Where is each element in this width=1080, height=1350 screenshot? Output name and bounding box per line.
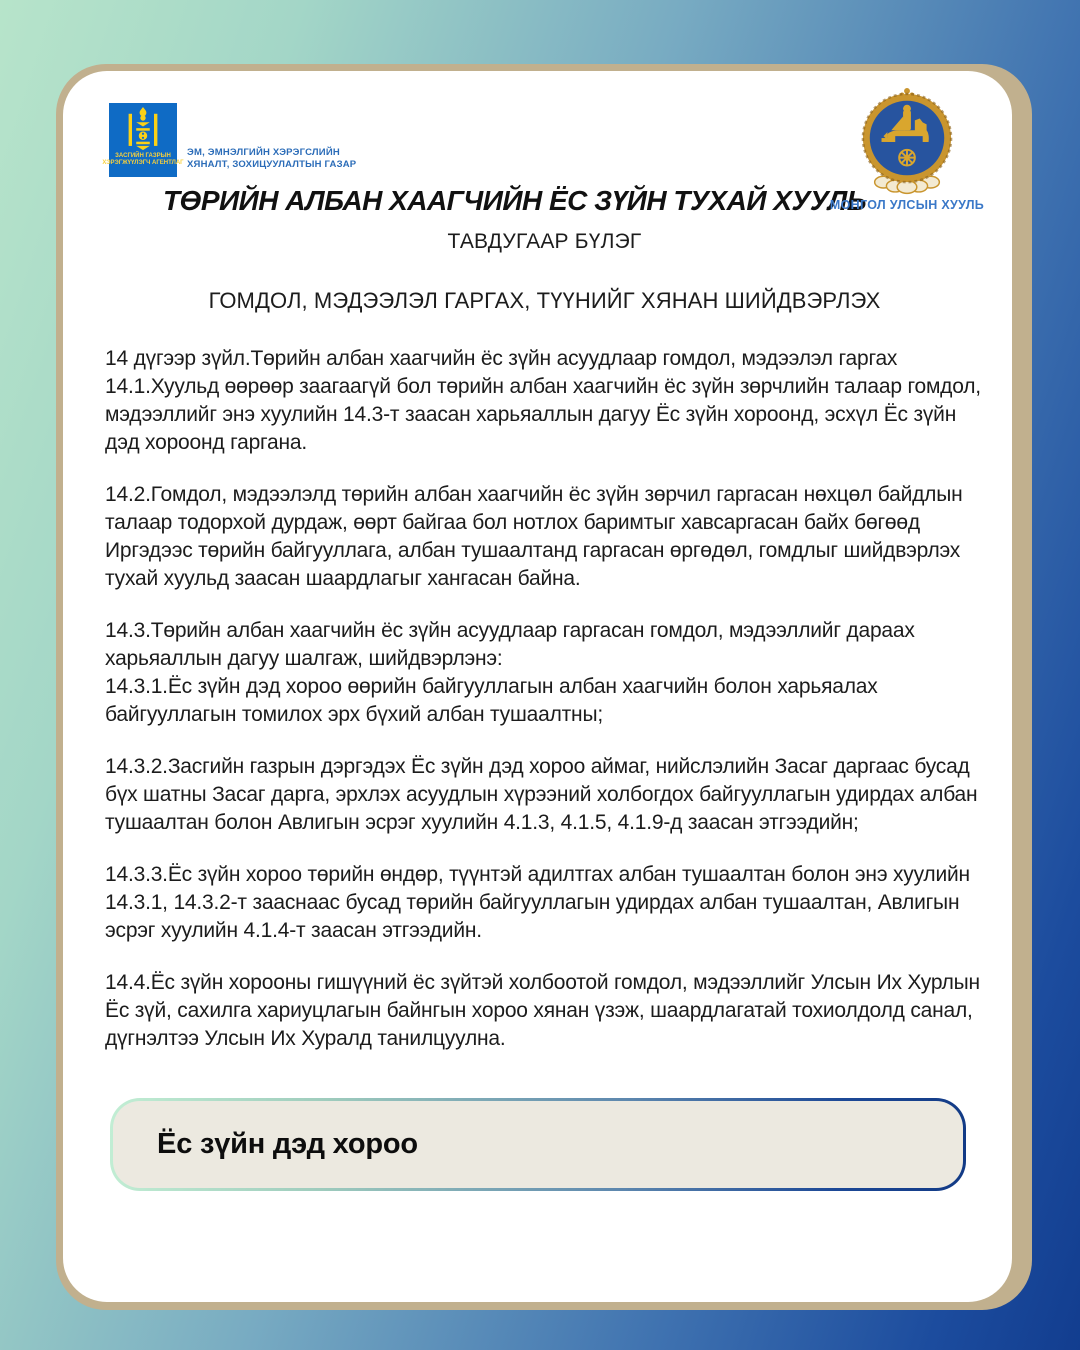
law-paragraph: 14 дүгээр зүйл.Төрийн албан хаагчийн ёс зүйн асуудлаар гомдол, мэдээлэл гаргах [105,347,898,370]
law-paragraph: 14.4.Ёс зүйн хорооны гишүүний ёс зүйтэй холбоотой гомдол, мэдээллийг Улсын Их Хурлын Ёс зүй, сахилга хариуцлагын байнгын хороо хянан үзэж, шаардлагатай тохиолдолд санал, дүгнэлтээ Улсын Их Хуралд танилцуулна. [105,971,980,1050]
agency-name: ЭМ, ЭМНЭЛГИЙН ХЭРЭГСЛИЙН ХЯНАЛТ, ЗОХИЦУУЛАЛТЫН ГАЗАР [187,147,357,170]
law-article-block [105,617,984,729]
law-article-block [105,345,984,457]
law-title: ТӨРИЙН АЛБАН ХААГЧИЙН ЁС ЗҮЙН ТУХАЙ ХУУЛЬ [162,185,867,216]
law-body [105,345,984,1053]
law-emblem-group [827,85,987,212]
section-heading: ГОМДОЛ, МЭДЭЭЛЭЛ ГАРГАХ, ТҮҮНИЙГ ХЯНАН ШИЙДВЭРЛЭХ [208,288,881,313]
law-paragraph: 14.2.Гомдол, мэдээлэлд төрийн албан хаагчийн ёс зүйн зөрчил гаргасан нөхцөл байдлын талаар тодорхой дурдаж, өөрт байгаа бол нотлох баримтыг хавсаргасан байх бөгөөд Иргэдээс төрийн байгууллага, албан тушаалтанд гаргасан өргөдөл, гомдлыг шийдвэрлэх тухай хуульд заасан шаардлагыг хангасан байна. [105,483,963,590]
law-source-caption: МОНГОЛ УЛСЫН ХУУЛЬ [829,198,985,212]
law-article-block [105,861,984,945]
subcommittee-box-inner [113,1101,963,1188]
agency-logo-caption: ЗАСГИЙН ГАЗРЫН ХЭРЭГЖҮҮЛЭГЧ АГЕНТЛАГ [102,153,184,166]
law-paragraph: 14.3.2.Засгийн газрын дэргэдэх Ёс зүйн дэд хороо аймаг, нийслэлийн Засаг даргаас бусад бүх шатны Засаг дарга, эрхлэх асуудлын хүрээний холбогдох байгууллагын удирдах албан тушаалтан болон Авлигын эсрэг хуулийн 4.1.3, 4.1.5, 4.1.9-д заасан этгээдийн; [105,755,978,834]
chapter-heading: ТАВДУГААР БҮЛЭГ [447,230,642,253]
law-paragraph: 14.3.Төрийн албан хаагчийн ёс зүйн асуудлаар гаргасан гомдол, мэдээллийг дараах харьяаллын дагуу шалгаж, шийдвэрлэнэ: [105,619,915,670]
law-article-block [105,753,984,837]
government-agency-logo [102,103,184,177]
law-paragraph: 14.3.1.Ёс зүйн дэд хороо өөрийн байгууллагын албан хаагчийн болон харьяалах байгууллагын томилох эрх бүхий албан тушаалтны; [105,675,878,726]
law-article-block [105,481,984,593]
law-paragraph: 14.3.3.Ёс зүйн хороо төрийн өндөр, түүнтэй адилтгах албан тушаалтан болон энэ хуулийн 14.3.1, 14.3.2-т зааснаас бусад төрийн байгууллагын удирдах албан тушаалтан, Авлигын эсрэг хуулийн 4.1.4-т заасан этгээдийн. [105,863,970,942]
document-page [63,71,1012,1302]
mongolia-state-emblem-icon [858,85,956,195]
soyombo-icon [123,107,163,151]
law-paragraph: 14.1.Хуульд өөрөөр заагаагүй бол төрийн албан хаагчийн ёс зүйн зөрчлийн талаар гомдол, мэдээллийг энэ хуулийн 14.3-т заасан харьяаллын дагуу Ёс зүйн хороонд, эсхүл Ёс зүйн дэд хороонд гаргана. [105,375,981,454]
law-article-block [105,969,984,1053]
subcommittee-label: Ёс зүйн дэд хороо [157,1128,418,1160]
document-card [56,64,1032,1310]
subcommittee-box [110,1098,966,1191]
